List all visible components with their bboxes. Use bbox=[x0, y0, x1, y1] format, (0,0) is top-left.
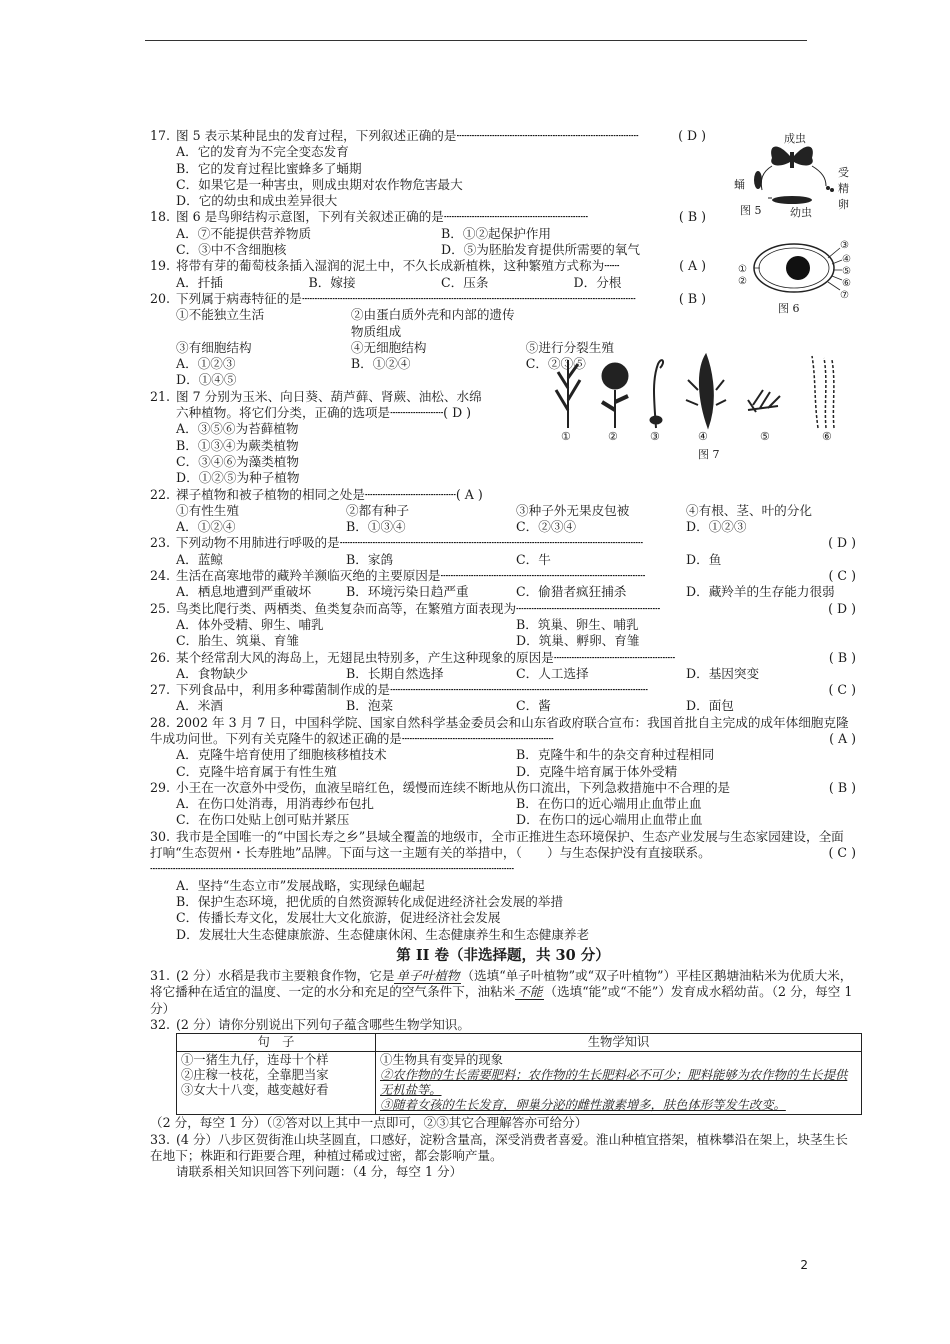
option: D．发展壮大生态健康旅游、生态健康休闲、生态健康养生和生态健康养老 bbox=[176, 926, 590, 942]
question-22 bbox=[150, 487, 856, 536]
question-33 bbox=[150, 1132, 856, 1165]
question-stem: 鸟类比爬行类、两栖类、鱼类复杂而高等，在繁殖方面表现为┄┄┄┄┄┄┄┄┄┄┄┄┄┄┄┄┄┄┄ bbox=[176, 600, 661, 616]
option: ③种子外无果皮包被 bbox=[516, 502, 630, 518]
option: ①有性生殖 bbox=[176, 502, 239, 518]
question-stem: 下列属于病毒特征的是┄┄┄┄┄┄┄┄┄┄┄┄┄┄┄┄┄┄┄┄┄┄┄┄┄┄┄┄┄┄┄┄┄┄┄┄┄┄┄┄┄┄┄┄ bbox=[176, 290, 636, 306]
option: A．体外受精、卵生、哺乳 bbox=[176, 616, 324, 632]
q31-text-1: (2 分）水稻是我市主要粮食作物，它是 bbox=[176, 968, 395, 984]
option: D．⑤为胚胎发育提供所需要的氧气 bbox=[441, 242, 641, 258]
fig6-caption: 图 6 bbox=[778, 302, 800, 315]
option: C．如果它是一种害虫，则成虫期对农作物危害最大 bbox=[176, 176, 463, 192]
question-number: 17. bbox=[150, 128, 171, 143]
knowledge-3: ③随着女孩的生长发育，卵巢分泌的雌性激素增多，肤色体形等发生改变。 bbox=[380, 1098, 786, 1113]
knowledge-table bbox=[176, 1033, 862, 1115]
option: B．在伤口的近心端用止血带止血 bbox=[516, 796, 702, 812]
answer-choice: ( B ) bbox=[828, 649, 856, 665]
option: D．它的幼虫和成虫差异很大 bbox=[176, 193, 338, 209]
option: A．①②③ bbox=[176, 356, 236, 372]
q32-stem: (2 分）请你分别说出下列句子蕴含哪些生物学知识。 bbox=[176, 1017, 470, 1033]
option: B．筑巢、卵生、哺乳 bbox=[516, 616, 639, 632]
answer-choice: ( D ) bbox=[828, 535, 856, 551]
table-header-knowledge: 生物学知识 bbox=[376, 1034, 862, 1052]
question-28 bbox=[150, 715, 856, 780]
option: A．食物缺少 bbox=[176, 665, 249, 681]
sentence-cell bbox=[177, 1052, 376, 1115]
question-stem: 图 7 分别为玉米、向日葵、葫芦藓、肾蕨、油松、水绵 bbox=[176, 388, 482, 404]
option: D．筑巢、孵卵、育雏 bbox=[516, 633, 640, 649]
question-31 bbox=[150, 968, 856, 1017]
question-stem: 生活在高寒地带的藏羚羊濒临灭绝的主要原因是┄┄┄┄┄┄┄┄┄┄┄┄┄┄┄┄┄┄┄┄┄┄┄┄┄┄┄ bbox=[176, 568, 646, 584]
option: B．家鸽 bbox=[346, 551, 394, 567]
question-stem-cont: 六种植物。将它们分类，正确的选项是┄┄┄┄┄┄┄( D ) bbox=[176, 405, 472, 421]
question-number: 33. bbox=[150, 1131, 171, 1147]
option: D．面包 bbox=[686, 698, 734, 714]
option: D．克隆牛培育属于体外受精 bbox=[516, 763, 678, 779]
option: ③有细胞结构 bbox=[176, 339, 252, 355]
q32-scoring-note: （2 分，每空 1 分）（②答对以上其中一点即可，②③其它合理解答亦可给分） bbox=[150, 1115, 588, 1131]
bird-egg-drawing bbox=[736, 238, 854, 300]
option: C．压条 bbox=[441, 274, 489, 290]
question-number: 30. bbox=[150, 828, 171, 844]
question-25 bbox=[150, 601, 856, 650]
fig6-label-2: ② bbox=[738, 276, 747, 287]
fig7-caption: 图 7 bbox=[698, 448, 720, 461]
question-number: 18. bbox=[150, 209, 171, 225]
fig7-label-1: ① bbox=[561, 430, 571, 443]
option: B．长期自然选择 bbox=[346, 665, 444, 681]
option: A．在伤口处消毒，用消毒纱布包扎 bbox=[176, 796, 375, 812]
fig6-label-3: ③ bbox=[840, 240, 849, 251]
question-number: 24. bbox=[150, 568, 171, 584]
fig5-label-egg-1: 受 bbox=[838, 166, 849, 179]
fig5-caption: 图 5 bbox=[740, 204, 762, 217]
option: A．①②④ bbox=[176, 519, 236, 535]
question-24 bbox=[150, 568, 856, 601]
question-stem: 图 5 表示某种昆虫的发育过程，下列叙述正确的是┄┄┄┄┄┄┄┄┄┄┄┄┄┄┄┄┄┄┄┄┄┄┄┄ bbox=[176, 128, 639, 143]
figure-6 bbox=[736, 238, 854, 318]
q31-answer-1: 单子叶植物 bbox=[396, 968, 460, 984]
fig5-label-adult: 成虫 bbox=[784, 132, 806, 145]
option: B．泡菜 bbox=[346, 698, 394, 714]
question-29 bbox=[150, 780, 856, 829]
option: ④无细胞结构 bbox=[350, 339, 427, 355]
option: D．基因突变 bbox=[686, 665, 760, 681]
question-stem: 我市是全国唯一的“中国长寿之乡”县域全覆盖的地级市，全市正推进生态环境保护、生态产业发展与生态家园建设，全面打响“生态贺州・长寿胜地”品牌。下面与这一主题有关的举措中，（ ）与生态保护没有直接联系。┄┄┄┄┄┄┄┄┄┄┄┄┄┄┄┄┄┄┄┄┄┄┄┄┄┄┄┄┄┄┄┄┄┄┄┄┄┄┄┄┄┄┄┄┄┄┄┄ bbox=[150, 828, 844, 877]
fig6-label-6: ⑥ bbox=[842, 278, 851, 289]
knowledge-2: ②农作物的生长需要肥料；农作物的生长肥料必不可少；肥料能够为农作物的生长提供无机盐等。 bbox=[380, 1068, 848, 1098]
fig6-label-1: ① bbox=[738, 264, 747, 275]
option: A．米酒 bbox=[176, 698, 223, 714]
question-number: 23. bbox=[150, 535, 171, 551]
section-2-title: 第 II 卷（非选择题，共 30 分） bbox=[396, 946, 610, 964]
question-number: 26. bbox=[150, 649, 171, 665]
question-23 bbox=[150, 535, 856, 568]
knowledge-cell bbox=[376, 1052, 862, 1115]
fig5-label-pupa: 蛹 bbox=[734, 178, 745, 191]
sentence-1: ①一猪生九仔，连母十个样 bbox=[181, 1053, 329, 1068]
option: D．鱼 bbox=[686, 551, 722, 567]
option: B．它的发育过程比蜜蜂多了蛹期 bbox=[176, 160, 362, 176]
page-number: 2 bbox=[800, 1258, 808, 1272]
header-rule bbox=[145, 40, 807, 41]
sentence-2: ②庄稼一枝花，全靠肥当家 bbox=[181, 1068, 329, 1083]
answer-choice: ( C ) bbox=[828, 682, 856, 698]
option: ④有根、茎、叶的分化 bbox=[686, 502, 812, 518]
fig7-label-2: ② bbox=[608, 430, 618, 443]
option: B．①②④ bbox=[350, 356, 411, 372]
question-stem: 小王在一次意外中受伤，血液呈暗红色，缓慢而连续不断地从伤口流出，下列急救措施中不合理的是 bbox=[176, 779, 731, 795]
answer-choice: ( A ) bbox=[829, 730, 856, 746]
option bbox=[526, 307, 701, 340]
fig7-label-3: ③ bbox=[650, 430, 660, 443]
option: D．①②③ bbox=[686, 519, 747, 535]
fig5-label-egg-3: 卵 bbox=[838, 198, 849, 211]
option: C．胎生、筑巢、育雏 bbox=[176, 633, 299, 649]
table-header-sentence: 句 子 bbox=[177, 1034, 376, 1052]
figure-5 bbox=[728, 128, 858, 218]
question-number: 27. bbox=[150, 682, 171, 698]
option: C．克隆牛培育属于有性生殖 bbox=[176, 763, 337, 779]
q33-stem: (4 分）八步区贺街淮山块茎圆直，口感好，淀粉含量高，深受消费者喜爱。淮山种植宜搭架，植株攀沿在架上，块茎生长在地下；株距和行距要合理，种植过稀或过密，都会影响产量。 bbox=[150, 1131, 848, 1163]
option: B．①③④ bbox=[346, 519, 406, 535]
option: D．分根 bbox=[573, 274, 622, 290]
figure-7 bbox=[548, 350, 856, 462]
option: A．克隆牛培育使用了细胞核移植技术 bbox=[176, 747, 387, 763]
option: B．①③④为蕨类植物 bbox=[176, 437, 299, 453]
option: B．克隆牛和牛的杂交育种过程相同 bbox=[516, 747, 715, 763]
question-stem: 下列动物不用肺进行呼吸的是┄┄┄┄┄┄┄┄┄┄┄┄┄┄┄┄┄┄┄┄┄┄┄┄┄┄┄┄┄┄┄┄┄┄┄┄┄┄┄┄ bbox=[176, 535, 644, 551]
question-stem: 裸子植物和被子植物的相同之处是┄┄┄┄┄┄┄┄┄┄┄┄( A ) bbox=[176, 486, 483, 502]
answer-choice: ( B ) bbox=[678, 209, 706, 225]
knowledge-1: ①生物具有变异的现象 bbox=[380, 1053, 503, 1068]
option: B．保护生态环境，把优质的自然资源转化成促进经济社会发展的举措 bbox=[176, 893, 564, 909]
option: ①不能独立生活 bbox=[176, 307, 265, 323]
question-32 bbox=[150, 1017, 856, 1033]
answer-choice: ( C ) bbox=[828, 568, 856, 584]
question-number: 19. bbox=[150, 258, 171, 274]
question-number: 32. bbox=[150, 1017, 171, 1033]
question-stem: 2002 年 3 月 7 日，中国科学院、国家自然科学基金委员会和山东省政府联合宣布：我国首批自主完成的成年体细胞克隆牛成功问世。下列有关克隆牛的叙述正确的是┄┄┄┄┄┄┄┄┄┄┄┄┄┄┄┄┄┄┄┄ bbox=[150, 714, 849, 746]
option: C．②③⑤ bbox=[525, 356, 586, 372]
option: A．蓝鲸 bbox=[176, 551, 223, 567]
option: B．环境污染日趋严重 bbox=[346, 584, 469, 600]
option: C．③中不含细胞核 bbox=[176, 242, 287, 258]
option: D．①④⑤ bbox=[176, 372, 237, 388]
plants-drawing bbox=[548, 350, 856, 430]
question-number: 25. bbox=[150, 600, 171, 616]
option: C．偷猎者疯狂捕杀 bbox=[516, 584, 627, 600]
option: A．栖息地遭到严重破坏 bbox=[176, 584, 312, 600]
option: C．在伤口处贴上创可贴并紧压 bbox=[176, 812, 350, 828]
fig6-label-4: ④ bbox=[842, 254, 851, 265]
fig5-label-larva: 幼虫 bbox=[790, 206, 812, 219]
answer-choice: ( C ) bbox=[828, 844, 856, 860]
option: ②由蛋白质外壳和内部的遗传物质组成 bbox=[350, 307, 515, 339]
option: C．人工选择 bbox=[516, 665, 589, 681]
option: D．在伤口的远心端用止血带止血 bbox=[516, 812, 703, 828]
question-stem: 下列食品中，利用多种霉菌制作成的是┄┄┄┄┄┄┄┄┄┄┄┄┄┄┄┄┄┄┄┄┄┄┄┄┄┄┄┄┄┄┄┄┄┄ bbox=[176, 682, 648, 698]
fig5-label-egg-2: 精 bbox=[838, 182, 849, 195]
option: A．⑦不能提供营养物质 bbox=[176, 225, 312, 241]
question-stem: 图 6 是鸟卵结构示意图，下列有关叙述正确的是┄┄┄┄┄┄┄┄┄┄┄┄┄┄┄┄┄┄┄ bbox=[176, 209, 588, 225]
q31-answer-2: 不能 bbox=[517, 984, 543, 1000]
q31-text-3: （选填“能”或“不能”）发育成水稻幼苗。（2 分，每空 1 分） bbox=[150, 984, 853, 1016]
option: D．藏羚羊的生存能力很弱 bbox=[686, 584, 835, 600]
option: ⑤进行分裂生殖 bbox=[525, 339, 614, 355]
question-number: 31. bbox=[150, 968, 171, 984]
answer-choice: ( D ) bbox=[678, 128, 706, 143]
option: C．②③④ bbox=[516, 519, 577, 535]
question-number: 28. bbox=[150, 714, 171, 730]
question-30 bbox=[150, 829, 856, 943]
option: B．嫁接 bbox=[308, 274, 356, 290]
option: A．坚持“生态立市”发展战略，实现绿色崛起 bbox=[176, 877, 425, 893]
question-stem: 某个经常刮大风的海岛上，无翅昆虫特别多，产生这种现象的原因是┄┄┄┄┄┄┄┄┄┄┄┄┄┄┄┄ bbox=[176, 649, 676, 665]
option: A．扦插 bbox=[176, 274, 223, 290]
answer-choice: ( B ) bbox=[678, 290, 706, 306]
question-number: 22. bbox=[150, 486, 171, 502]
question-26 bbox=[150, 650, 856, 683]
fig6-label-5: ⑤ bbox=[842, 266, 851, 277]
option: C．酱 bbox=[516, 698, 551, 714]
sentence-3: ③女大十八变，越变越好看 bbox=[181, 1083, 329, 1098]
fig7-label-6: ⑥ bbox=[822, 430, 832, 443]
q31-text-2: （选填“单子叶植物”或“双子叶植物”）平桂区鹅塘油粘米为优质大米，将它播种在适宜的温度、一定的水分和充足的空气条件下，油粘米 bbox=[150, 968, 853, 1000]
question-stem: 将带有芽的葡萄枝条插入湿润的泥土中，不久长成新植株，这种繁殖方式称为┄┄ bbox=[176, 258, 620, 274]
option: B．①②起保护作用 bbox=[441, 225, 552, 241]
q33-subprompt: 请联系相关知识回答下列问题：（4 分，每空 1 分） bbox=[176, 1164, 463, 1180]
option: D．①②⑤为种子植物 bbox=[176, 470, 300, 486]
fig7-label-4: ④ bbox=[698, 430, 708, 443]
answer-choice: ( A ) bbox=[679, 258, 706, 274]
answer-choice: ( B ) bbox=[828, 779, 856, 795]
question-number: 29. bbox=[150, 779, 171, 795]
section-2 bbox=[150, 948, 856, 1181]
question-27 bbox=[150, 682, 856, 715]
option: C．③④⑥为藻类植物 bbox=[176, 453, 299, 469]
option: A．③⑤⑥为苔藓植物 bbox=[176, 421, 299, 437]
question-number: 21. bbox=[150, 388, 171, 404]
fig7-label-5: ⑤ bbox=[760, 430, 770, 443]
option: C．牛 bbox=[516, 551, 551, 567]
option: A．它的发育为不完全变态发育 bbox=[176, 144, 349, 160]
fig6-label-7: ⑦ bbox=[840, 290, 849, 301]
option: ②都有种子 bbox=[346, 502, 409, 518]
answer-choice: ( D ) bbox=[828, 600, 856, 616]
option: C．传播长寿文化，发展壮大文化旅游，促进经济社会发展 bbox=[176, 910, 501, 926]
question-number: 20. bbox=[150, 290, 171, 306]
